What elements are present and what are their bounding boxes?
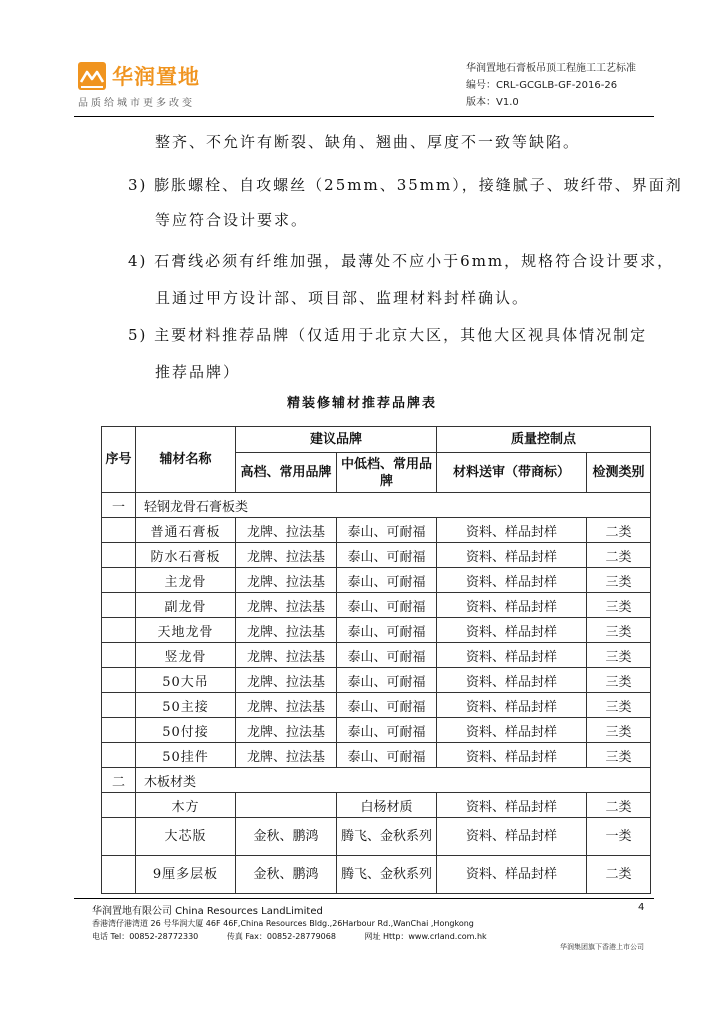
high-grade-brands: 龙牌、拉法基 <box>236 693 337 718</box>
header-inspection: 检测类别 <box>587 453 651 493</box>
material-name: 副龙骨 <box>136 593 236 618</box>
body-line: 推荐品牌） <box>155 363 241 381</box>
inspection-class: 三类 <box>587 668 651 693</box>
submission-requirement: 资料、样品封样 <box>437 643 587 668</box>
header-high-grade: 高档、常用品牌 <box>236 453 337 493</box>
category-name: 轻钢龙骨石膏板类 <box>136 493 651 518</box>
page-number: 4 <box>638 902 645 913</box>
material-name: 防水石膏板 <box>136 543 236 568</box>
table-row <box>102 643 651 668</box>
footer-address: 香港湾仔港湾道 26 号华润大厦 46F 46F,China Resources Bldg.,26Harbour Rd.,WanChai ,Hongkong <box>92 919 474 928</box>
material-name: 主龙骨 <box>136 568 236 593</box>
inspection-class: 二类 <box>587 793 651 818</box>
submission-requirement: 资料、样品封样 <box>437 718 587 743</box>
material-name: 普通石膏板 <box>136 518 236 543</box>
body-line: 且通过甲方设计部、项目部、监理材料封样确认。 <box>155 289 530 307</box>
footer-listed-note: 华润集团旗下香港上市公司 <box>560 943 644 951</box>
material-name: 竖龙骨 <box>136 643 236 668</box>
submission-requirement: 资料、样品封样 <box>437 618 587 643</box>
table-row <box>102 668 651 693</box>
table-row <box>102 818 651 856</box>
submission-requirement: 资料、样品封样 <box>437 818 587 856</box>
submission-requirement: 资料、样品封样 <box>437 793 587 818</box>
footer-company: 华润置地有限公司 China Resources LandLimited <box>92 906 323 917</box>
body-line: 等应符合设计要求。 <box>155 211 309 229</box>
footer-contact <box>92 931 513 942</box>
high-grade-brands: 龙牌、拉法基 <box>236 618 337 643</box>
material-name: 天地龙骨 <box>136 618 236 643</box>
mid-low-grade-brands: 腾飞、金秋系列 <box>337 856 437 894</box>
inspection-class: 三类 <box>587 618 651 643</box>
table-row <box>102 543 651 568</box>
high-grade-brands <box>236 793 337 818</box>
document-number: 编号：CRL-GCGLB-GF-2016-26 <box>466 80 618 91</box>
submission-requirement: 资料、样品封样 <box>437 856 587 894</box>
material-name: 50主接 <box>136 693 236 718</box>
material-name: 木方 <box>136 793 236 818</box>
header-suggested-brand: 建议品牌 <box>236 427 437 453</box>
inspection-class: 三类 <box>587 643 651 668</box>
category-row <box>102 493 651 518</box>
high-grade-brands: 龙牌、拉法基 <box>236 743 337 768</box>
high-grade-brands: 龙牌、拉法基 <box>236 593 337 618</box>
category-seq: 二 <box>102 768 136 793</box>
category-name: 木板材类 <box>136 768 651 793</box>
high-grade-brands: 金秋、鹏鸿 <box>236 856 337 894</box>
header-submission: 材料送审（带商标） <box>437 453 587 493</box>
header-mid-low-grade: 中低档、常用品牌 <box>337 453 437 493</box>
inspection-class: 三类 <box>587 743 651 768</box>
inspection-class: 三类 <box>587 718 651 743</box>
table-row <box>102 518 651 543</box>
document-meta <box>466 60 636 111</box>
category-row <box>102 768 651 793</box>
inspection-class: 三类 <box>587 568 651 593</box>
mid-low-grade-brands: 泰山、可耐福 <box>337 693 437 718</box>
inspection-class: 二类 <box>587 518 651 543</box>
body-line: 整齐、不允许有断裂、缺角、翘曲、厚度不一致等缺陷。 <box>155 133 581 151</box>
mid-low-grade-brands: 腾飞、金秋系列 <box>337 818 437 856</box>
submission-requirement: 资料、样品封样 <box>437 668 587 693</box>
submission-requirement: 资料、样品封样 <box>437 568 587 593</box>
high-grade-brands: 龙牌、拉法基 <box>236 668 337 693</box>
material-name: 大芯版 <box>136 818 236 856</box>
submission-requirement: 资料、样品封样 <box>437 743 587 768</box>
table-row <box>102 718 651 743</box>
body-line: 5) 主要材料推荐品牌（仅适用于北京大区，其他大区视具体情况制定 <box>128 326 648 344</box>
material-name: 50挂件 <box>136 743 236 768</box>
inspection-class: 二类 <box>587 543 651 568</box>
header-material-name: 辅材名称 <box>136 427 236 493</box>
logo-slogan: 品质给城市更多改变 <box>78 98 195 109</box>
submission-requirement: 资料、样品封样 <box>437 543 587 568</box>
high-grade-brands: 金秋、鹏鸿 <box>236 818 337 856</box>
mid-low-grade-brands: 泰山、可耐福 <box>337 568 437 593</box>
table-row <box>102 693 651 718</box>
document-version: 版本：V1.0 <box>466 97 519 108</box>
crland-logo-icon <box>78 62 106 90</box>
submission-requirement: 资料、样品封样 <box>437 693 587 718</box>
footer-phone: 电话 Tel：00852-28772330 <box>92 932 199 941</box>
inspection-class: 二类 <box>587 856 651 894</box>
table-row <box>102 856 651 894</box>
high-grade-brands: 龙牌、拉法基 <box>236 543 337 568</box>
header-quality-control: 质量控制点 <box>437 427 651 453</box>
mid-low-grade-brands: 泰山、可耐福 <box>337 543 437 568</box>
body-line: 4) 石膏线必须有纤维加强，最薄处不应小于6mm，规格符合设计要求， <box>128 252 675 270</box>
submission-requirement: 资料、样品封样 <box>437 593 587 618</box>
footer-website: 网址 Http：www.crland.com.hk <box>364 932 487 941</box>
table-row <box>102 793 651 818</box>
document-title: 华润置地石膏板吊顶工程施工工艺标准 <box>466 63 636 74</box>
high-grade-brands: 龙牌、拉法基 <box>236 718 337 743</box>
table-row <box>102 618 651 643</box>
inspection-class: 一类 <box>587 818 651 856</box>
high-grade-brands: 龙牌、拉法基 <box>236 568 337 593</box>
footer-rule <box>74 898 654 899</box>
submission-requirement: 资料、样品封样 <box>437 518 587 543</box>
material-name: 50大吊 <box>136 668 236 693</box>
mid-low-grade-brands: 泰山、可耐福 <box>337 643 437 668</box>
high-grade-brands: 龙牌、拉法基 <box>236 518 337 543</box>
brand-table <box>101 426 651 894</box>
mid-low-grade-brands: 泰山、可耐福 <box>337 518 437 543</box>
mid-low-grade-brands: 泰山、可耐福 <box>337 743 437 768</box>
mid-low-grade-brands: 白杨材质 <box>337 793 437 818</box>
table-title: 精装修辅材推荐品牌表 <box>286 396 437 411</box>
company-logo <box>74 58 234 110</box>
header-rule <box>74 116 654 117</box>
inspection-class: 三类 <box>587 593 651 618</box>
table-row <box>102 593 651 618</box>
mid-low-grade-brands: 泰山、可耐福 <box>337 668 437 693</box>
mid-low-grade-brands: 泰山、可耐福 <box>337 593 437 618</box>
mid-low-grade-brands: 泰山、可耐福 <box>337 618 437 643</box>
header-seq: 序号 <box>102 427 136 493</box>
footer-fax: 传真 Fax：00852-28779068 <box>226 932 336 941</box>
high-grade-brands: 龙牌、拉法基 <box>236 643 337 668</box>
material-name: 9厘多层板 <box>136 856 236 894</box>
body-line: 3) 膨胀螺栓、自攻螺丝（25mm、35mm），接缝腻子、玻纤带、界面剂 <box>128 176 683 194</box>
table-row <box>102 568 651 593</box>
table-row <box>102 743 651 768</box>
mid-low-grade-brands: 泰山、可耐福 <box>337 718 437 743</box>
inspection-class: 三类 <box>587 693 651 718</box>
material-name: 50付接 <box>136 718 236 743</box>
logo-name: 华润置地 <box>112 65 200 89</box>
category-seq: 一 <box>102 493 136 518</box>
